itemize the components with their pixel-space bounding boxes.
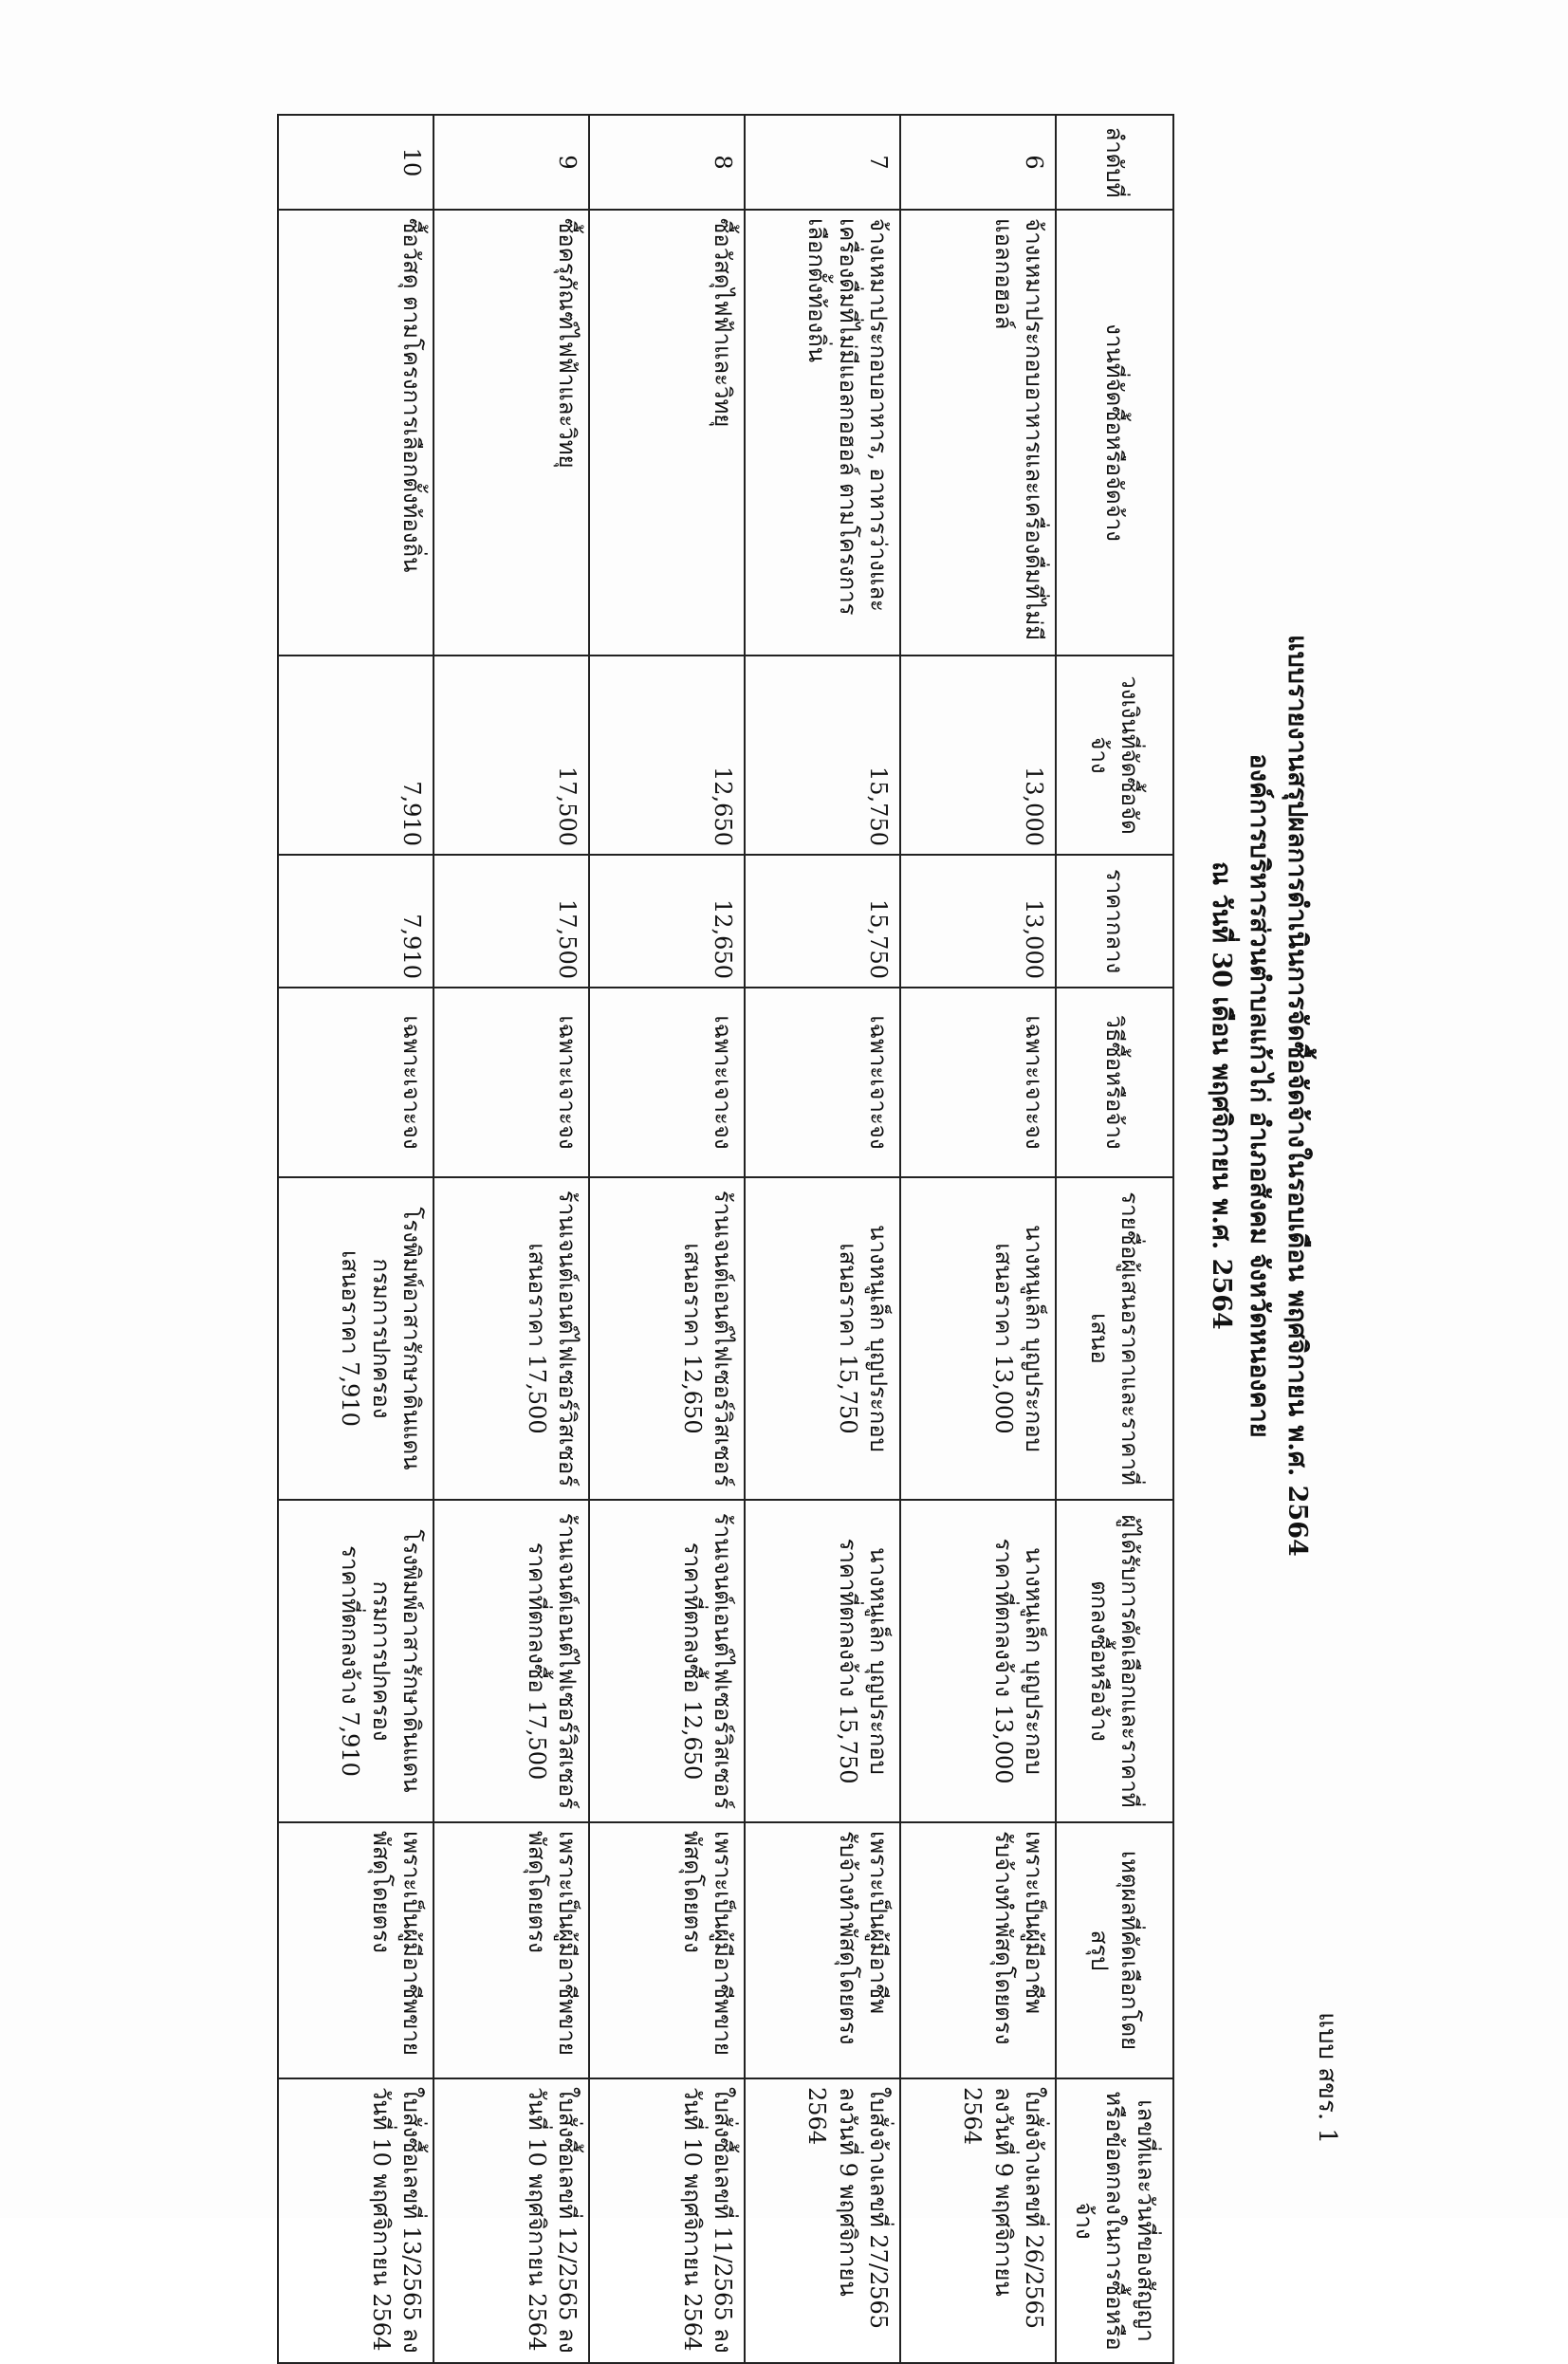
table-header-row [1056, 115, 1173, 2363]
header-work: งานที่จัดซื้อหรือจัดจ้าง [1056, 210, 1173, 656]
cell-work: จ้างเหมาประกอบอาหาร, อาหารว่างและเครื่องดื่มที่ไม่มีแอลกอฮอล์ ตามโครงการเลือกตั้งท้องถิ่น [745, 210, 900, 656]
winner-name: ร้านเจนต์เอนต์ไฟเซอร์วิสเซอร์ [554, 1512, 581, 1810]
cell-bidders [900, 1177, 1056, 1500]
cell-winner [434, 1500, 589, 1822]
table-row [434, 115, 589, 2363]
cell-winner [278, 1500, 434, 1822]
cell-method: เฉพาะเจาะจง [589, 988, 745, 1177]
cell-bidders [589, 1177, 745, 1500]
bidder-name: โรงพิมพ์อาสารักษาดินแดน กรมการปกครอง [367, 1207, 425, 1470]
bidder-name: ร้านเจนต์เอนต์ไฟเซอร์วิสเซอร์ [554, 1190, 581, 1487]
table-row [900, 115, 1056, 2363]
winner-price: ราคาที่ตกลงซื้อ 12,650 [678, 1542, 706, 1781]
cell-contract: ใบสั่งจ้างเลขที่ 26/2565 ลงวันที่ 9 พฤศจิกายน 2564 [900, 2078, 1056, 2363]
cell-reason: เพราะเป็นผู้มีอาชีพขายพัสดุโดยตรง [278, 1822, 434, 2078]
cell-median-price: 12,650 [589, 855, 745, 988]
cell-work: ซื้อวัสดุ ตามโครงการเลือกตั้งท้องถิ่น [278, 210, 434, 656]
cell-median-price: 15,750 [745, 855, 900, 988]
header-bidders: รายชื่อผู้เสนอราคาและราคาที่เสนอ [1056, 1177, 1173, 1500]
cell-reason: เพราะเป็นผู้มีอาชีพขายพัสดุโดยตรง [589, 1822, 745, 2078]
cell-contract: ใบสั่งซื้อเลขที่ 12/2565 ลงวันที่ 10 พฤศจิกายน 2564 [434, 2078, 589, 2363]
table-row [278, 115, 434, 2363]
cell-no: 6 [900, 115, 1056, 210]
cell-median-price: 13,000 [900, 855, 1056, 988]
bidder-name: นางหนูเล็ก บุญประกอบ [1021, 1225, 1047, 1452]
cell-budget: 17,500 [434, 656, 589, 855]
cell-winner [900, 1500, 1056, 1822]
report-date-line: ณ วันที่ 30 เดือน พฤศจิกายน พ.ศ. 2564 [1207, 861, 1236, 1330]
winner-name: โรงพิมพ์อาสารักษาดินแดน กรมการปกครอง [367, 1529, 425, 1793]
cell-no: 9 [434, 115, 589, 210]
cell-method: เฉพาะเจาะจง [745, 988, 900, 1177]
cell-budget: 12,650 [589, 656, 745, 855]
cell-budget: 15,750 [745, 656, 900, 855]
header-no: ลำดับที่ [1056, 115, 1173, 210]
winner-price: ราคาที่ตกลงซื้อ 17,500 [523, 1542, 550, 1781]
bidder-name: ร้านเจนต์เอนต์ไฟเซอร์วิสเซอร์ [710, 1190, 736, 1487]
winner-name: นางหนูเล็ก บุญประกอบ [1021, 1547, 1047, 1775]
cell-work: ซื้อครุภัณฑ์ไฟฟ้าและวิทยุ [434, 210, 589, 656]
cell-median-price: 17,500 [434, 855, 589, 988]
cell-method: เฉพาะเจาะจง [434, 988, 589, 1177]
cell-no: 8 [589, 115, 745, 210]
cell-no: 7 [745, 115, 900, 210]
winner-price: ราคาที่ตกลงจ้าง 15,750 [834, 1538, 861, 1784]
winner-name: ร้านเจนต์เอนต์ไฟเซอร์วิสเซอร์ [710, 1512, 736, 1810]
cell-contract: ใบสั่งจ้างเลขที่ 27/2565 ลงวันที่ 9 พฤศจิกายน 2564 [745, 2078, 900, 2363]
cell-work: ซื้อวัสดุไฟฟ้าและวิทยุ [589, 210, 745, 656]
cell-reason: เพราะเป็นผู้มีอาชีพรับจ้างทำพัสดุโดยตรง [745, 1822, 900, 2078]
cell-method: เฉพาะเจาะจง [900, 988, 1056, 1177]
cell-contract: ใบสั่งซื้อเลขที่ 13/2565 ลงวันที่ 10 พฤศจิกายน 2564 [278, 2078, 434, 2363]
cell-contract: ใบสั่งซื้อเลขที่ 11/2565 ลงวันที่ 10 พฤศจิกายน 2564 [589, 2078, 745, 2363]
form-code: แบบ สขร. 1 [1313, 2012, 1341, 2144]
cell-bidders [745, 1177, 900, 1500]
cell-bidders [434, 1177, 589, 1500]
cell-reason: เพราะเป็นผู้มีอาชีพรับจ้างทำพัสดุโดยตรง [900, 1822, 1056, 2078]
cell-budget: 7,910 [278, 656, 434, 855]
procurement-table [277, 114, 1174, 2364]
cell-budget: 13,000 [900, 656, 1056, 855]
cell-no: 10 [278, 115, 434, 210]
header-reason: เหตุผลที่คัดเลือกโดยสรุป [1056, 1822, 1173, 2078]
header-budget: วงเงินที่จัดซื้อจัดจ้าง [1056, 656, 1173, 855]
cell-method: เฉพาะเจาะจง [278, 988, 434, 1177]
rotated-content [190, 28, 1347, 2354]
bidder-price: เสนอราคา 12,650 [678, 1243, 706, 1434]
cell-winner [589, 1500, 745, 1822]
bidder-price: เสนอราคา 15,750 [834, 1243, 861, 1434]
bidder-price: เสนอราคา 13,000 [989, 1243, 1017, 1434]
table-row [589, 115, 745, 2363]
bidder-name: นางหนูเล็ก บุญประกอบ [865, 1225, 892, 1452]
winner-price: ราคาที่ตกลงจ้าง 13,000 [989, 1538, 1017, 1784]
cell-reason: เพราะเป็นผู้มีอาชีพขายพัสดุโดยตรง [434, 1822, 589, 2078]
bidder-price: เสนอราคา 7,910 [337, 1250, 364, 1427]
winner-name: นางหนูเล็ก บุญประกอบ [865, 1547, 892, 1775]
cell-work: จ้างเหมาประกอบอาหารและเครื่องดื่มที่ไม่มีแอลกอฮอล์ [900, 210, 1056, 656]
table-row [745, 115, 900, 2363]
cell-winner [745, 1500, 900, 1822]
organization-line: องค์การบริหารส่วนตำบลแก้วไก่ อำเภอสังคม จังหวัดหนองคาย [1245, 753, 1274, 1438]
header-median-price: ราคากลาง [1056, 855, 1173, 988]
header-winner: ผู้ได้รับการคัดเลือกและราคาที่ตกลงซื้อหรือจ้าง [1056, 1500, 1173, 1822]
winner-price: ราคาที่ตกลงจ้าง 7,910 [337, 1545, 364, 1777]
header-contract: เลขที่และวันที่ของสัญญาหรือข้อตกลงในการซื้อหรือจ้าง [1056, 2078, 1173, 2363]
bidder-price: เสนอราคา 17,500 [523, 1243, 550, 1434]
cell-median-price: 7,910 [278, 855, 434, 988]
cell-bidders [278, 1177, 434, 1500]
header-method: วิธีซื้อหรือจ้าง [1056, 988, 1173, 1177]
report-title: แบบรายงานสรุปผลการดำเนินการจัดซื้อจัดจ้างในรอบเดือน พฤศจิกายน พ.ศ. 2564 [1282, 635, 1312, 1557]
